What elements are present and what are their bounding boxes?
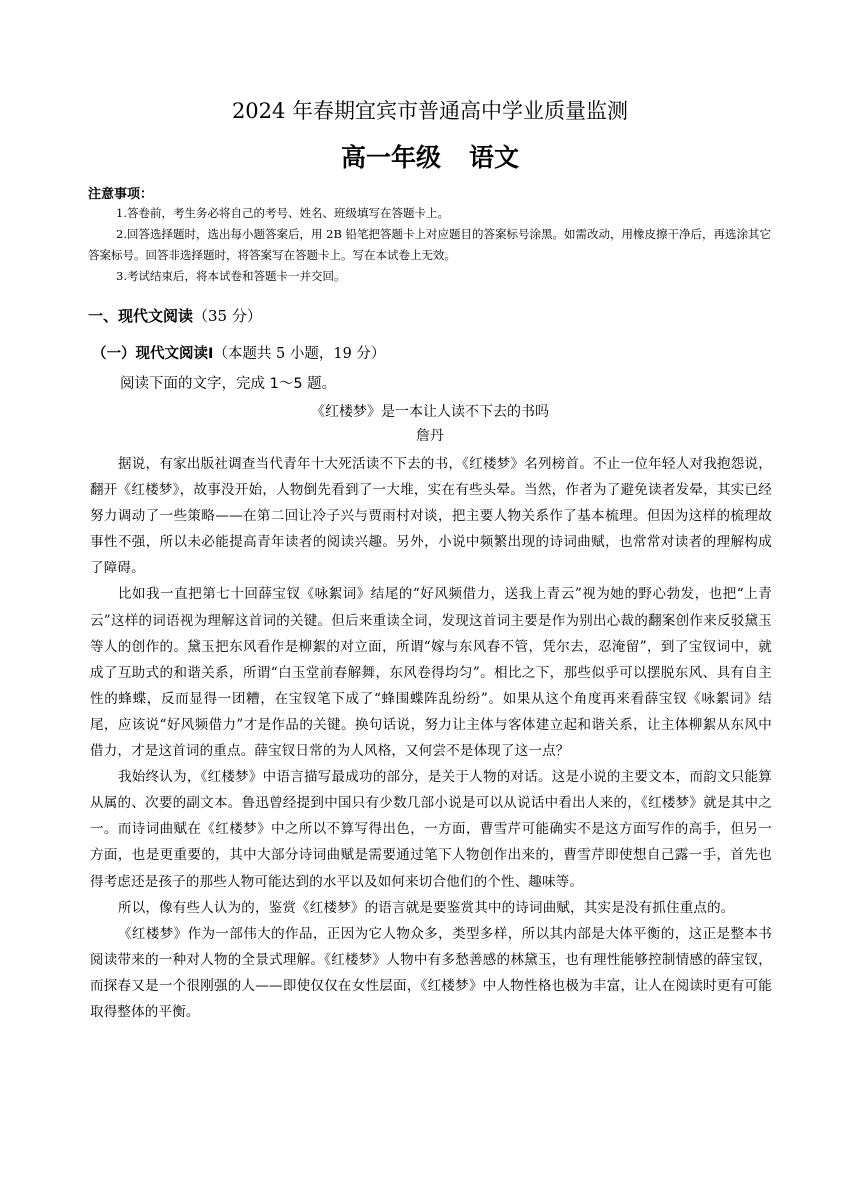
paragraph: 比如我一直把第七十回薛宝钗《咏絮词》结尾的“好风频借力，送我上青云”视为她的野心勃发，也把“上青云”这样的词语视为理解这首词的关键。但后来重读全词，发现这首词主要是作为别出心裁的翻案创作来反驳黛玉等人的创作的。黛玉把东风看作是柳絮的对立面，所谓“嫁与东风春不管，凭尔去，忍淹留”，到了宝钗词中，就成了互助式的和谐关系，所谓“白玉堂前春解舞，东风卷得均匀”。相比之下，那些似乎可以摆脱东风、具有自主性的蜂蝶，反而显得一团糟，在宝钗笔下成了“蜂围蝶阵乱纷纷”。如果从这个角度再来看薛宝钗《咏絮词》结尾，应该说“好风频借力”才是作品的关键。换句话说，努力让主体与客体建立起和谐关系，让主体柳絮从东风中借力，才是这首词的重点。薛宝钗日常的为人风格，又何尝不是体现了这一点？ [90, 586, 772, 760]
paragraph: 我始终认为，《红楼梦》中语言描写最成功的部分，是关于人物的对话。这是小说的主要文本，而韵文只能算从属的、次要的副文本。鲁迅曾经提到中国只有少数几部小说是可以从说话中看出人来的，《红楼梦》就是其中之一。而诗词曲赋在《红楼梦》中之所以不算写得出色，一方面，曹雪芹可能确实不是这方面写作的高手，但另一方面，也是更重要的，其中大部分诗词曲赋是需要通过笔下人物创作出来的，曹雪芹即使想自己露一手，首先也得考虑还是孩子的那些人物可能达到的水平以及如何来切合他们的个性、趣味等。 [90, 769, 772, 890]
note-item: 1.答卷前，考生务必将自己的考号、姓名、班级填写在答题卡上。 [116, 206, 449, 220]
exam-subtitle [0, 141, 860, 175]
section-score: （35 分） [193, 307, 262, 325]
section-heading [88, 305, 262, 327]
grade-label: 高一年级 [340, 143, 441, 172]
article-title: 《红楼梦》是一本让人读不下去的书吗 [311, 404, 549, 420]
subsection-heading [92, 343, 385, 365]
section-label: 一、现代文阅读 [88, 307, 194, 325]
paragraph: 《红楼梦》作为一部伟大的作品，正因为它人物众多，类型多样，所以其内部是大体平衡的，这正是整本书阅读带来的一种对人物的全景式理解。《红楼梦》人物中有多愁善感的林黛玉，也有理性能够控制情感的薛宝钗，而探春又是一个很刚强的人——即使仅仅在女性层面，《红楼梦》中人物性格也极为丰富，让人在阅读时更有可能取得整体的平衡。 [90, 925, 772, 1020]
article-body [90, 451, 772, 1025]
note-item: 2.回答选择题时，选出每小题答案后，用 2B 铅笔把答题卡上对应题目的答案标号涂黑。如需改动，用橡皮擦干净后，再选涂其它答案标号。回答非选择题时，将答案写在答题卡上。写在本试卷上无效。 [88, 227, 772, 262]
article-author: 詹丹 [416, 428, 444, 444]
note-item: 3.考试结束后，将本试卷和答题卡一并交回。 [116, 269, 346, 283]
exam-title: 2024 年春期宜宾市普通高中学业质量监测 [231, 99, 629, 123]
reading-instruction: 阅读下面的文字，完成 1～5 题。 [120, 376, 337, 392]
notes-heading: 注意事项： [88, 187, 154, 202]
subject-label: 语文 [469, 143, 520, 172]
paragraph: 所以，像有些人认为的，鉴赏《红楼梦》的语言就是要鉴赏其中的诗词曲赋，其实是没有抓住重点的。 [118, 899, 735, 916]
subsection-label: （一）现代文阅读Ⅰ [92, 346, 214, 362]
notes-list [88, 203, 772, 287]
paragraph: 据说，有家出版社调查当代青年十大死活读不下去的书，《红楼梦》名列榜首。不止一位年轻人对我抱怨说，翻开《红楼梦》，故事没开始，人物倒先看到了一大堆，实在有些头晕。当然，作者为了避免读者发晕，其实已经努力调动了一些策略——在第二回让冷子兴与贾雨村对谈，把主要人物关系作了基本梳理。但因为这样的梳理故事性不强，所以未必能提高青年读者的阅读兴趣。另外，小说中频繁出现的诗词曲赋，也常常对读者的理解构成了障碍。 [90, 456, 772, 577]
subsection-meta: （本题共 5 小题，19 分） [213, 346, 386, 362]
